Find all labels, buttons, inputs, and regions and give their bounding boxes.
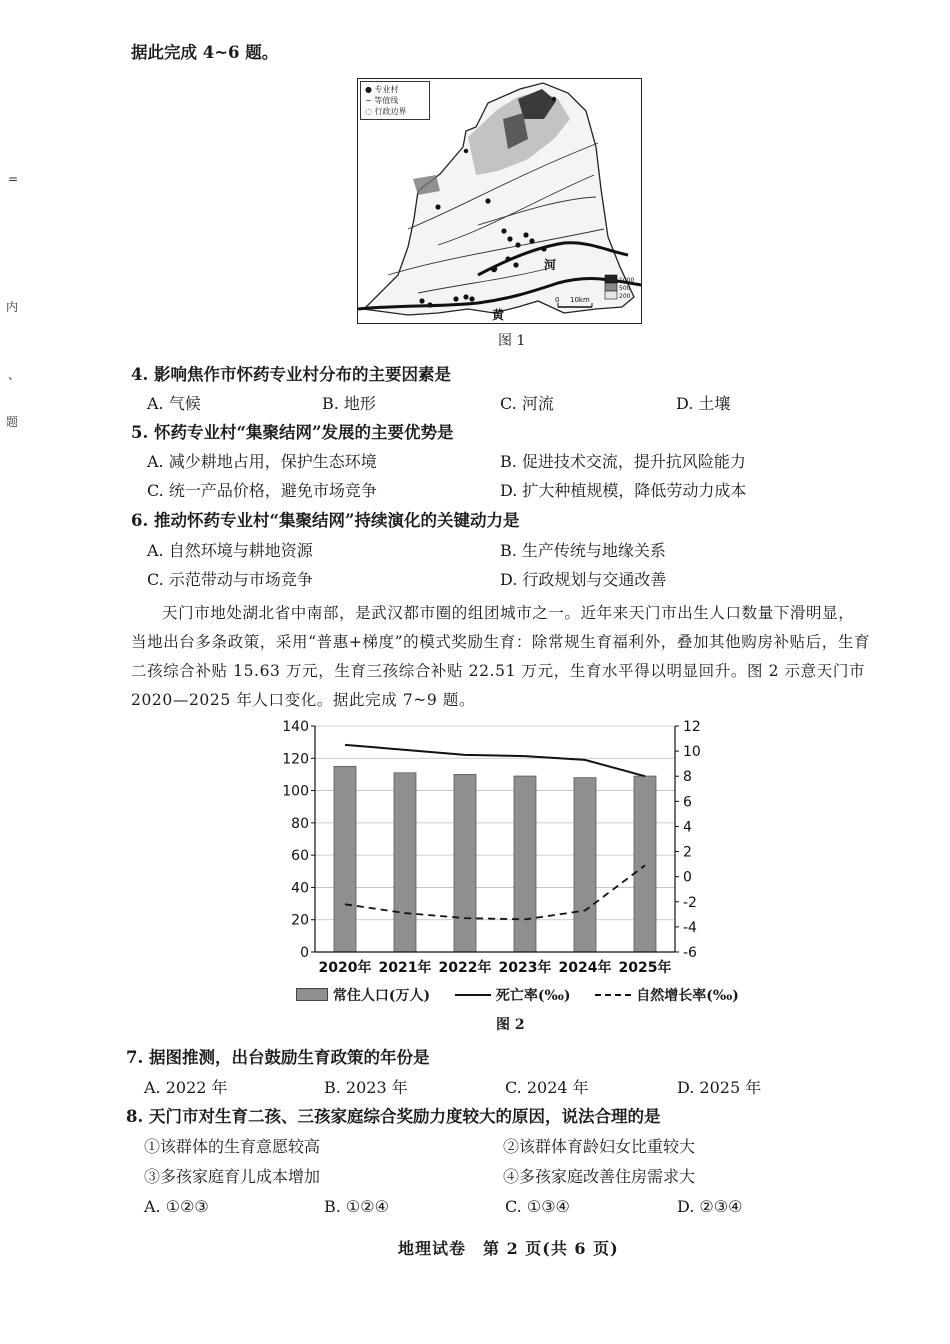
legend-population: 常住人口(万人) <box>332 988 431 1004</box>
q8-statement-3: ③多孩家庭育儿成本增加 <box>144 1167 321 1186</box>
legend-village: 专业村 <box>374 85 399 94</box>
village-dot <box>513 262 518 267</box>
q6-stem: 6. 推动怀药专业村“集聚结网”持续演化的关键动力是 <box>131 511 520 530</box>
bar-2025年 <box>634 776 656 952</box>
q6-option-c[interactable]: C. 示范带动与市场竞争 <box>147 570 313 589</box>
legend-growth-rate: 自然增长率(‰) <box>636 988 739 1004</box>
figure2-caption: 图 2 <box>496 1017 525 1033</box>
chart-lines <box>345 745 645 920</box>
passage <box>131 599 891 715</box>
right-tick-label: 6 <box>683 794 692 811</box>
passage-line-4: 2020—2025 年人口变化。据此完成 7~9 题。 <box>131 691 476 709</box>
bar-2024年 <box>574 778 596 952</box>
right-tick-label: 12 <box>683 719 701 735</box>
boundary-dash-icon: ◌ <box>365 107 372 116</box>
q8-option-c[interactable]: C. ①③④ <box>505 1197 570 1216</box>
q6-option-b[interactable]: B. 生产传统与地缘关系 <box>500 541 666 560</box>
village-dot-icon: ● <box>365 85 372 94</box>
q7-stem: 7. 据图推测，出台鼓励生育政策的年份是 <box>126 1048 430 1067</box>
q7-option-a[interactable]: A. 2022 年 <box>144 1078 228 1097</box>
left-tick-label: 140 <box>282 719 309 735</box>
right-tick-label: 0 <box>683 869 692 886</box>
legend-boundary: 行政边界 <box>374 107 407 116</box>
q6-option-d[interactable]: D. 行政规划与交通改善 <box>500 570 667 589</box>
q8-stem: 8. 天门市对生育二孩、三孩家庭综合奖励力度较大的原因，说法合理的是 <box>126 1107 661 1126</box>
left-tick-label: 100 <box>282 783 309 800</box>
village-dot <box>515 242 520 247</box>
intro-line: 据此完成 4~6 题。 <box>131 43 279 62</box>
margin-mark-1: = <box>8 172 19 186</box>
village-dot <box>491 266 497 272</box>
bar-2022年 <box>454 774 476 952</box>
legend-death-rate: 死亡率(‰) <box>495 988 571 1004</box>
category-label: 2020年 <box>318 960 372 976</box>
village-dot <box>463 294 468 299</box>
scale-zero: 0 <box>555 296 560 304</box>
scale-distance: 10km <box>570 296 590 304</box>
q7-option-d[interactable]: D. 2025 年 <box>677 1078 762 1097</box>
left-tick-label: 40 <box>291 880 309 897</box>
village-dot <box>507 236 512 241</box>
right-tick-label: 10 <box>683 744 701 761</box>
q7-option-b[interactable]: B. 2023 年 <box>324 1078 408 1097</box>
q8-option-d[interactable]: D. ②③④ <box>677 1197 743 1216</box>
q8-statement-1: ①该群体的生育意愿较高 <box>144 1137 321 1156</box>
q7-option-c[interactable]: C. 2024 年 <box>505 1078 589 1097</box>
right-tick-label: 2 <box>683 844 692 861</box>
q5-stem: 5. 怀药专业村“集聚结网”发展的主要优势是 <box>131 423 454 442</box>
legend-bar-swatch <box>296 988 328 1001</box>
left-tick-label: 20 <box>291 912 309 929</box>
contour-line-icon: ∽ <box>365 96 372 105</box>
q5-option-c[interactable]: C. 统一产品价格，避免市场竞争 <box>147 481 377 500</box>
left-tick-label: 60 <box>291 848 309 865</box>
village-dot <box>435 204 440 209</box>
he-label: 河 <box>544 258 557 272</box>
margin-mark-2: 内 <box>6 300 19 314</box>
density-200: 200 <box>619 293 631 300</box>
right-tick-label: -6 <box>683 945 697 961</box>
passage-line-2: 当地出台多条政策，采用“普惠+梯度”的模式奖励生育：除常规生育福利外，叠加其他购房补贴后，生育 <box>131 633 871 651</box>
death-rate-line <box>345 745 645 776</box>
q8-option-a[interactable]: A. ①②③ <box>144 1197 209 1216</box>
left-tick-label: 0 <box>300 945 309 961</box>
huang-label: 黄 <box>492 308 505 322</box>
q4-option-b[interactable]: B. 地形 <box>322 394 376 413</box>
category-label: 2021年 <box>378 960 432 976</box>
figure2-chart <box>280 716 720 1006</box>
legend-solid-line-icon <box>455 994 491 996</box>
chart-bars <box>334 766 656 952</box>
legend-contour: 等值线 <box>374 96 399 105</box>
village-dot <box>505 256 510 261</box>
passage-line-1: 天门市地处湖北省中南部，是武汉都市圈的组团城市之一。近年来天门市出生人口数量下滑明显， <box>162 604 855 622</box>
village-dot <box>523 232 528 237</box>
q5-option-a[interactable]: A. 减少耕地占用，保护生态环境 <box>147 452 377 471</box>
legend-dashed-line-icon <box>595 994 631 996</box>
q4-option-c[interactable]: C. 河流 <box>500 394 554 413</box>
figure1-map <box>357 78 642 324</box>
density-1000: 1000 <box>619 277 635 284</box>
q8-option-b[interactable]: B. ①②④ <box>324 1197 389 1216</box>
village-dot <box>529 238 534 243</box>
category-label: 2022年 <box>438 960 492 976</box>
q4-option-d[interactable]: D. 土壤 <box>676 394 731 413</box>
left-tick-label: 120 <box>282 751 309 768</box>
natural-growth-rate-line <box>345 865 645 919</box>
q8-statement-4: ④多孩家庭改善住房需求大 <box>503 1167 696 1186</box>
category-label: 2023年 <box>498 960 552 976</box>
figure2-legend <box>296 985 739 1005</box>
legend-boundary-row <box>365 106 425 117</box>
village-dot <box>427 302 432 307</box>
village-dot <box>552 97 556 101</box>
bar-2023年 <box>514 776 536 952</box>
q5-option-b[interactable]: B. 促进技术交流，提升抗风险能力 <box>500 452 746 471</box>
page-footer: 地理试卷 第 2 页(共 6 页) <box>398 1239 619 1258</box>
legend-village-row <box>365 84 425 95</box>
right-tick-label: 4 <box>683 819 692 836</box>
q6-option-a[interactable]: A. 自然环境与耕地资源 <box>147 541 313 560</box>
village-dot <box>485 198 490 203</box>
legend-contour-row <box>365 95 425 106</box>
density-legend <box>605 275 634 300</box>
passage-line-3: 二孩综合补贴 15.63 万元，生育三孩综合补贴 22.51 万元，生育水平得以明显回升。图 2 示意天门市 <box>131 662 866 680</box>
q5-option-d[interactable]: D. 扩大种植规模，降低劳动力成本 <box>500 481 747 500</box>
village-dot <box>464 149 468 153</box>
bar-2020年 <box>334 766 356 952</box>
figure1-caption: 图 1 <box>498 333 526 349</box>
q4-option-a[interactable]: A. 气候 <box>147 394 201 413</box>
village-dot <box>419 298 424 303</box>
village-dot <box>501 228 506 233</box>
q8-statement-2: ②该群体育龄妇女比重较大 <box>503 1137 696 1156</box>
left-tick-label: 80 <box>291 815 309 832</box>
right-tick-label: -4 <box>683 919 697 936</box>
village-dot <box>469 296 474 301</box>
margin-mark-4: 题 <box>6 415 19 429</box>
density-500: 500 <box>619 285 631 292</box>
margin-mark-3: 、 <box>8 368 21 382</box>
village-dot <box>453 296 458 301</box>
map-legend <box>360 81 430 120</box>
right-tick-label: 8 <box>683 769 692 786</box>
q4-stem: 4. 影响焦作市怀药专业村分布的主要因素是 <box>131 365 451 384</box>
bar-2021年 <box>394 773 416 952</box>
category-label: 2024年 <box>558 960 612 976</box>
category-label: 2025年 <box>618 960 672 976</box>
village-dot <box>541 246 546 251</box>
right-tick-label: -2 <box>683 894 697 911</box>
